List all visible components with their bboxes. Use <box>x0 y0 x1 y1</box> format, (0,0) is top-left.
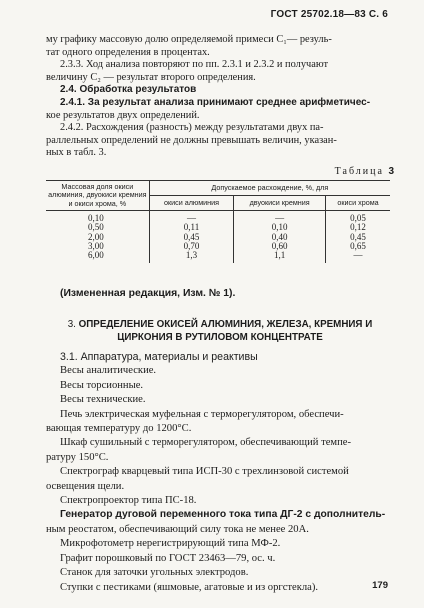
page-number: 179 <box>372 580 388 591</box>
list-item: вающая температуру до 1200°C. <box>46 423 192 435</box>
table-cell: 0,45 <box>149 233 234 242</box>
text-line: тат одного определения в процентах. <box>46 46 210 58</box>
table-cell: 0,40 <box>234 233 326 242</box>
table-cell: 2,00 <box>46 233 149 242</box>
list-item: Весы аналитические. <box>60 365 157 377</box>
table-cell: 0,10 <box>46 211 149 224</box>
text-line: 2.4.1. За результат анализа принимают среднее арифметичес- <box>60 96 371 108</box>
tolerance-table <box>46 180 390 263</box>
table-cell: 0,70 <box>149 242 234 251</box>
document-header: ГОСТ 25702.18—83 С. 6 <box>270 9 388 20</box>
text-line: ных в табл. 3. <box>46 147 107 159</box>
table-header-content: Массовая доля окиси алюминия, двуокиси кремния и окиси хрома, % <box>46 181 149 211</box>
subsection-heading: 2.4. Обработка результатов <box>60 84 197 96</box>
list-item: освещения щели. <box>46 480 125 492</box>
table-caption-label: Таблица <box>334 165 384 177</box>
list-item: Спектрограф кварцевый типа ИСП-30 с трехлинзовой системой <box>60 466 349 478</box>
list-item: Графит порошковый по ГОСТ 23463—79, ос. ч. <box>60 552 276 564</box>
table-row <box>46 251 390 263</box>
text-line: величину C₂ — результат второго определения. <box>46 71 256 83</box>
section-number: 3. <box>67 319 76 330</box>
list-item: Станок для заточки угольных электродов. <box>60 567 249 579</box>
table-caption-number: 3 <box>388 165 394 177</box>
table-cell: 0,60 <box>234 242 326 251</box>
table-cell: 0,11 <box>149 223 234 232</box>
table-header-alumina: окиси алюминия <box>149 196 234 211</box>
text-line: 2.4.2. Расхождения (разность) между результатами двух па- <box>60 122 324 134</box>
subsection-heading: 3.1. Аппаратура, материалы и реактивы <box>60 351 258 363</box>
list-item: Шкаф сушильный с терморегулятором, обеспечивающий темпе- <box>60 437 352 449</box>
table-cell: 3,00 <box>46 242 149 251</box>
table-header-group: Допускаемое расхождение, %, для <box>149 181 390 196</box>
text-line: 2.3.3. Ход анализа повторяют по пп. 2.3.1 и 2.3.2 и получают <box>60 59 329 71</box>
list-item: Ступки с пестиками (яшмовые, агатовые и из оргстекла). <box>60 581 319 593</box>
section-title-line2: ЦИРКОНИЯ В РУТИЛОВОМ КОНЦЕНТРАТЕ <box>117 332 323 343</box>
list-item: Микрофотометр нерегистрирующий типа МФ-2. <box>60 538 281 550</box>
table-cell: 1,1 <box>234 251 326 263</box>
table-caption <box>46 166 394 179</box>
text-line: му графику массовую долю определяемой примеси C₁— резуль- <box>46 34 332 45</box>
table-header-silica: двуокиси кремния <box>234 196 326 211</box>
section-body <box>46 350 394 595</box>
table-cell: 6,00 <box>46 251 149 263</box>
list-item: Печь электрическая муфельная с терморегулятором, обеспечи- <box>60 408 344 420</box>
top-text-block <box>46 34 394 179</box>
list-item: Весы технические. <box>60 394 146 406</box>
table-cell: — <box>353 250 363 261</box>
table-cell: — <box>234 211 326 224</box>
list-item: Весы торсионные. <box>60 379 144 391</box>
table-cell: 0,05 <box>350 213 366 224</box>
text-line: раллельных определений не должны превышать величин, указан- <box>46 134 337 146</box>
text-line: кое результатов двух определений. <box>46 109 200 121</box>
table-header-chromium: окиси хрома <box>325 196 390 211</box>
list-item: Генератор дуговой переменного тока типа ДГ-2 с дополнитель- <box>60 509 386 521</box>
table-cell: 0,50 <box>46 223 149 232</box>
section-heading <box>46 318 394 344</box>
table-cell: 0,10 <box>234 223 326 232</box>
section-title-line1: ОПРЕДЕЛЕНИЕ ОКИСЕЙ АЛЮМИНИЯ, ЖЕЛЕЗА, КРЕМНИЯ И <box>78 319 373 330</box>
table-cell: 0,12 <box>350 222 366 233</box>
table-cell: 0,45 <box>350 231 366 242</box>
list-item: Спектропроектор типа ПС-18. <box>60 495 197 507</box>
edition-note: (Измененная редакция, Изм. № 1). <box>60 288 236 299</box>
table-cell: 1,3 <box>149 251 234 263</box>
list-item: ратуру 150°C. <box>46 451 109 463</box>
table-cell: 0,65 <box>350 240 366 251</box>
table-cell: — <box>149 211 234 224</box>
list-item: ным реостатом, обеспечивающий силу тока не менее 20А. <box>46 523 309 535</box>
